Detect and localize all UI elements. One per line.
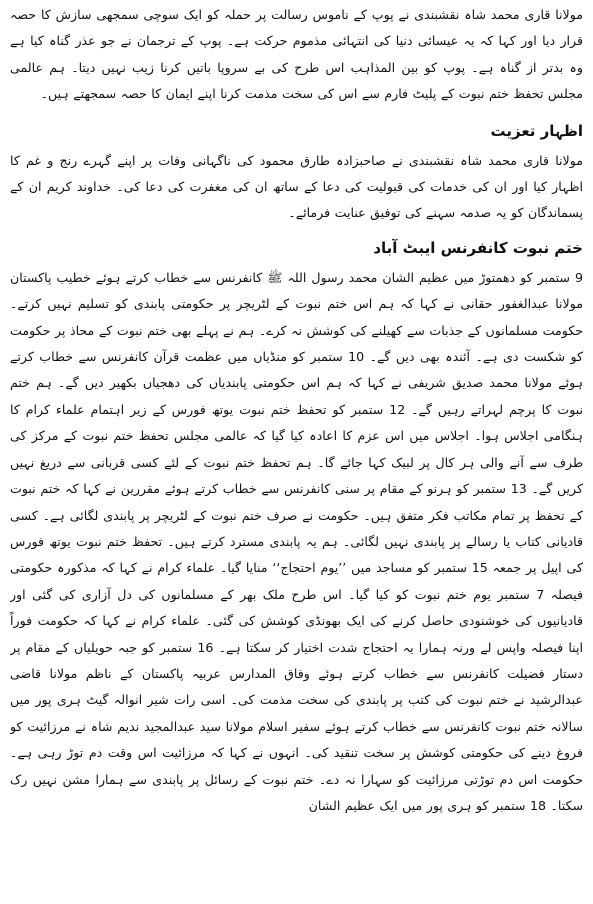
urdu-article-page [10, 2, 583, 902]
intro-paragraph: مولانا قاری محمد شاہ نقشبندی نے پوپ کے ناموس رسالت پر حملہ کو ایک سوچی سمجھی سازش کا حصہ قرار دیا اور کہا کہ یہ عیسائی دنیا کی انتہائی مذموم حرکت ہے۔ پوپ کے ترجمان نے جو عذر گناہ کیا ہے وہ بدتر از گناہ ہے۔ پوپ کو بین المذاہب اس طرح کی بے سروپا باتیں کرنا زیب نہیں دیتا۔ ہم عالمی مجلس تحفظ ختم نبوت کے پلیٹ فارم سے اس کی سخت مذمت کرنا اپنے ایمان کا حصہ سمجھتے ہیں۔ [10, 7, 583, 102]
condolence-heading: اظہار تعزیت [490, 121, 583, 140]
condolence-paragraph: مولانا قاری محمد شاہ نقشبندی نے صاحبزادہ طارق محمود کی ناگہانی وفات پر اپنے گہرے رنج و غم کا اظہار کیا اور ان کی خدمات کی قبولیت کی دعا کے ساتھ ان کی مغفرت کی دعا کی۔ خداوند کریم ان کے پسماندگان کو یہ صدمہ سہنے کی توفیق عنایت فرمائے۔ [10, 152, 583, 221]
conference-heading: ختم نبوت کانفرنس ایبٹ آباد [373, 238, 583, 257]
conference-paragraph: 9 ستمبر کو دھمتوڑ میں عظیم الشان محمد رسول اللہ ﷺ کانفرنس سے خطاب کرتے ہوئے خطیب پاکستان مولانا عبدالغفور حقانی نے کہا کہ ہم اس ختم نبوت کے لٹریچر پر حکومتی پابندی کو تسلیم نہیں کرتے۔ حکومت مسلمانوں کے جذبات سے کھیلنے کی کوشش نہ کرے۔ ہم نے پہلے بھی ختم نبوت کے محاذ پر حکومت کو شکست دی ہے۔ آئندہ بھی دیں گے۔ 10 ستمبر کو منڈیاں میں عظمت قرآن کانفرنس سے خطاب کرتے ہوئے مولانا محمد صدیق شریفی نے کہا کہ ہم اس حکومتی پابندیاں کی دھجیاں بکھیر دیں گے۔ ہم ختم نبوت کا پرچم لہراتے رہیں گے۔ 12 ستمبر کو تحفظ ختم نبوت یوتھ فورس کے زیر اہتمام علماء کرام کا ہنگامی اجلاس ہوا۔ اجلاس میں اس عزم کا اعادہ کیا گیا کہ عالمی مجلس تحفظ ختم نبوت کے مرکز کی طرف سے آنے والی ہر کال پر لبیک کہا جائے گا۔ ہم تحفظ ختم نبوت کے لئے کسی قربانی سے دریغ نہیں کریں گے۔ 13 ستمبر کو ہرنو کے مقام پر سنی کانفرنس سے خطاب کرتے ہوئے مقررین نے کہا کہ ختم نبوت کے تحفظ پر تمام مکاتب فکر متفق ہیں۔ حکومت نے صرف ختم نبوت کے لٹریچر پر پابندی لگائی ہے۔ کسی قادیانی کتاب یا رسالے پر پابندی نہیں لگائی۔ ہم یہ پابندی مسترد کرتے ہیں۔ تحفظ ختم نبوت یوتھ فورس کی اپیل پر جمعہ 15 ستمبر کو مساجد میں ’’یوم احتجاج‘‘ منایا گیا۔ علماء کرام نے کہا کہ مذکورہ حکومتی فیصلہ 7 ستمبر یوم ختم نبوت کو کیا گیا۔ اس طرح ملک بھر کے مسلمانوں کی دل آزاری کی گئی اور قادیانیوں کی خوشنودی حاصل کرنے کی ایک بھونڈی کوشش کی گئی۔ علماء کرام نے کہا کہ حکومت فوراً اپنا فیصلہ واپس لے ورنہ ہمارا یہ احتجاج شدت اختیار کر سکتا ہے۔ 16 ستمبر کو جبہ حویلیاں کے مقام پر دستار فضیلت کانفرنس سے خطاب کرتے ہوئے وفاق المدارس عربیہ پاکستان کے ناظم مولانا قاضی عبدالرشید نے ختم نبوت کی کتب پر پابندی کی سخت مذمت کی۔ اسی رات شیر انوالہ گیٹ ہری پور میں سالانہ ختم نبوت کانفرنس سے خطاب کرتے ہوئے سفیر اسلام مولانا سید عبدالمجید ندیم شاہ نے مرزائیت کو فروغ دینے کی حکومتی کوشش پر سخت تنقید کی۔ انہوں نے کہا کہ مرزائیت اس وقت دم توڑ رہی ہے۔ حکومت اس دم توڑتی مرزائیت کو سہارا نہ دے۔ ختم نبوت کے رسائل پر پابندی سے ہمارا مشن نہیں رک سکتا۔ 18 ستمبر کو ہری پور میں ایک عظیم الشان [10, 269, 583, 813]
